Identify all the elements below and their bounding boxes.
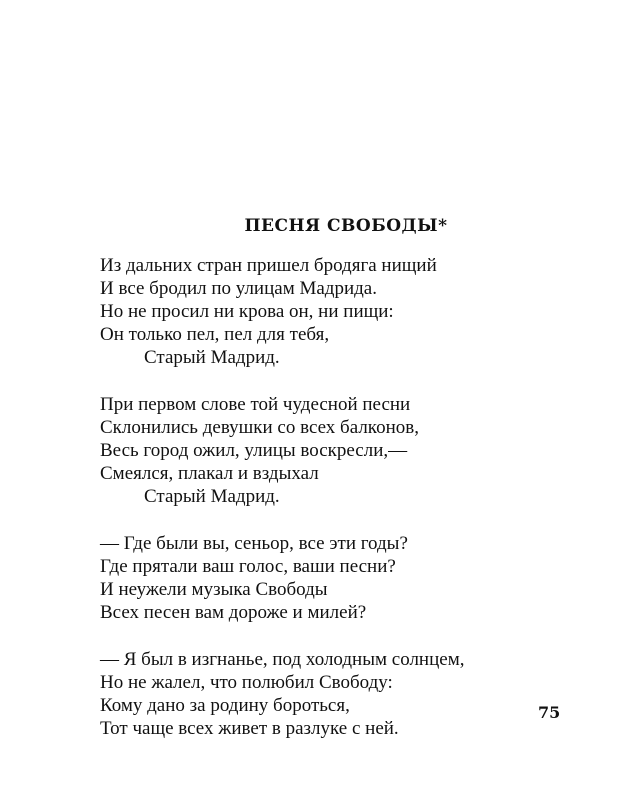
poem-line: И неужели музыка Свободы xyxy=(100,579,328,600)
poem-body xyxy=(100,254,520,740)
stanza-1 xyxy=(100,254,520,369)
poem-title-text: ПЕСНЯ СВОБОДЫ* xyxy=(244,216,448,236)
stanza-gap xyxy=(100,624,520,648)
poem-line: Но не жалел, что полюбил Свободу: xyxy=(100,672,393,693)
poem-line: Тот чаще всех живет в разлуке с ней. xyxy=(100,718,399,739)
poem-line: — Я был в изгнанье, под холодным солнцем, xyxy=(100,649,465,670)
poem-line: — Где были вы, сеньор, все эти годы? xyxy=(100,533,408,554)
poem-line: Всех песен вам дороже и милей? xyxy=(100,602,367,623)
stanza-gap xyxy=(100,508,520,532)
poem-line: Смеялся, плакал и вздыхал xyxy=(100,463,319,484)
stanza-2 xyxy=(100,393,520,508)
poem-title xyxy=(0,216,622,236)
poem-line: Из дальних стран пришел бродяга нищий xyxy=(100,255,437,276)
poem-refrain-line: Старый Мадрид. xyxy=(144,486,280,507)
page-number: 75 xyxy=(538,703,561,722)
poem-line: Он только пел, пел для тебя, xyxy=(100,324,330,345)
poem-refrain-line: Старый Мадрид. xyxy=(144,347,280,368)
stanza-gap xyxy=(100,369,520,393)
stanza-3 xyxy=(100,532,520,624)
poem-line: Где прятали ваш голос, ваши песни? xyxy=(100,556,396,577)
poem-line: При первом слове той чудесной песни xyxy=(100,394,411,415)
poem-line: Весь город ожил, улицы воскресли,— xyxy=(100,440,408,461)
poem-line: Но не просил ни крова он, ни пищи: xyxy=(100,301,394,322)
poem-line: Склонились девушки со всех балконов, xyxy=(100,417,419,438)
poem-line: И все бродил по улицам Мадрида. xyxy=(100,278,377,299)
stanza-4 xyxy=(100,648,520,740)
poem-line: Кому дано за родину бороться, xyxy=(100,695,350,716)
